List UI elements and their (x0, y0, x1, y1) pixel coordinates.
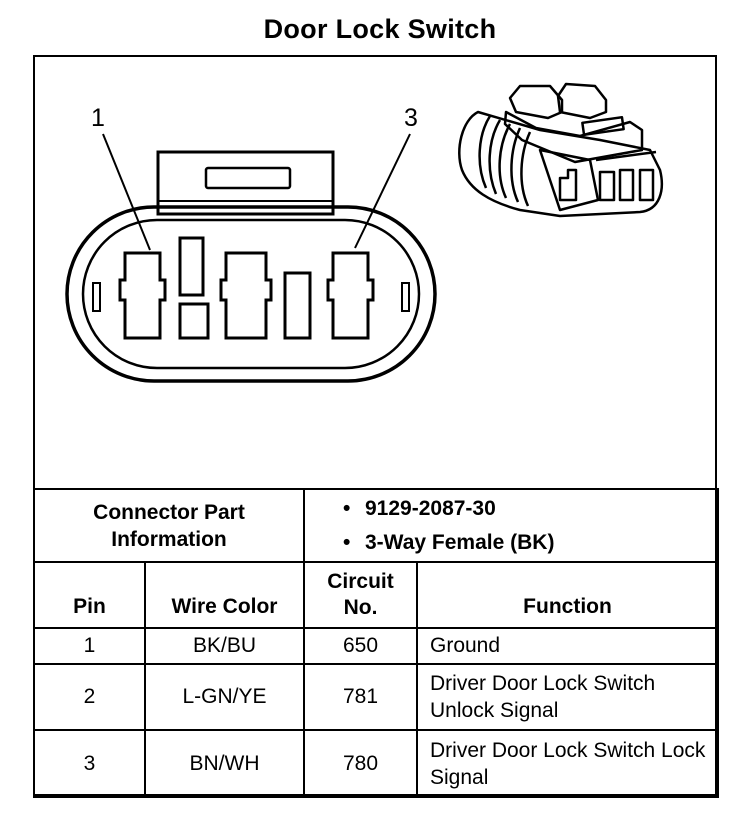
cavity-pin-1 (120, 253, 165, 338)
cavity-pin-2 (221, 253, 271, 338)
cavity-pin-3 (328, 253, 373, 338)
wire-color-cell: BK/BU (145, 628, 304, 664)
key-tab (180, 304, 208, 338)
wire-color-cell: BN/WH (145, 730, 304, 797)
part-number: • 9129-2087-30 (343, 492, 717, 526)
table-row (34, 628, 718, 664)
wire-color-cell: L-GN/YE (145, 664, 304, 730)
pin-cell: 2 (34, 664, 145, 730)
circuit-cell: 781 (304, 664, 417, 730)
header-function: Function (417, 562, 718, 628)
key-slot (180, 238, 203, 295)
connector-part-row (34, 489, 718, 562)
table-header-row (34, 562, 718, 628)
connector-part-label (34, 489, 304, 562)
header-pin: Pin (34, 562, 145, 628)
pin-cavities (120, 238, 373, 338)
connector-drawing (35, 57, 715, 488)
connector-part-details (304, 489, 718, 562)
circuit-cell: 650 (304, 628, 417, 664)
function-cell (417, 730, 718, 797)
function-cell (417, 664, 718, 730)
pin-cell: 3 (34, 730, 145, 797)
connector-type: • 3-Way Female (BK) (343, 526, 717, 560)
pin-cell: 1 (34, 628, 145, 664)
header-circuit (304, 562, 417, 628)
function-cell-text: Driver Door Lock Switch Unlock Signal (430, 672, 656, 722)
connector-info-table (33, 488, 719, 798)
callout-pin-3-label: 3 (404, 104, 418, 132)
table-row (34, 664, 718, 730)
connector-isometric (459, 84, 662, 216)
header-circuit-text: Circuit No. (327, 570, 394, 619)
page-title: Door Lock Switch (263, 14, 497, 44)
small-cavity (285, 273, 310, 338)
connector-face (67, 152, 435, 381)
function-cell: Ground (417, 628, 718, 664)
callout-pin-1-label: 1 (91, 104, 105, 132)
circuit-cell: 780 (304, 730, 417, 797)
connector-part-label-text: Connector Part Information (93, 500, 245, 551)
table-row (34, 730, 718, 797)
header-wire-color: Wire Color (145, 562, 304, 628)
function-cell-text: Driver Door Lock Switch Lock Signal (430, 738, 706, 789)
